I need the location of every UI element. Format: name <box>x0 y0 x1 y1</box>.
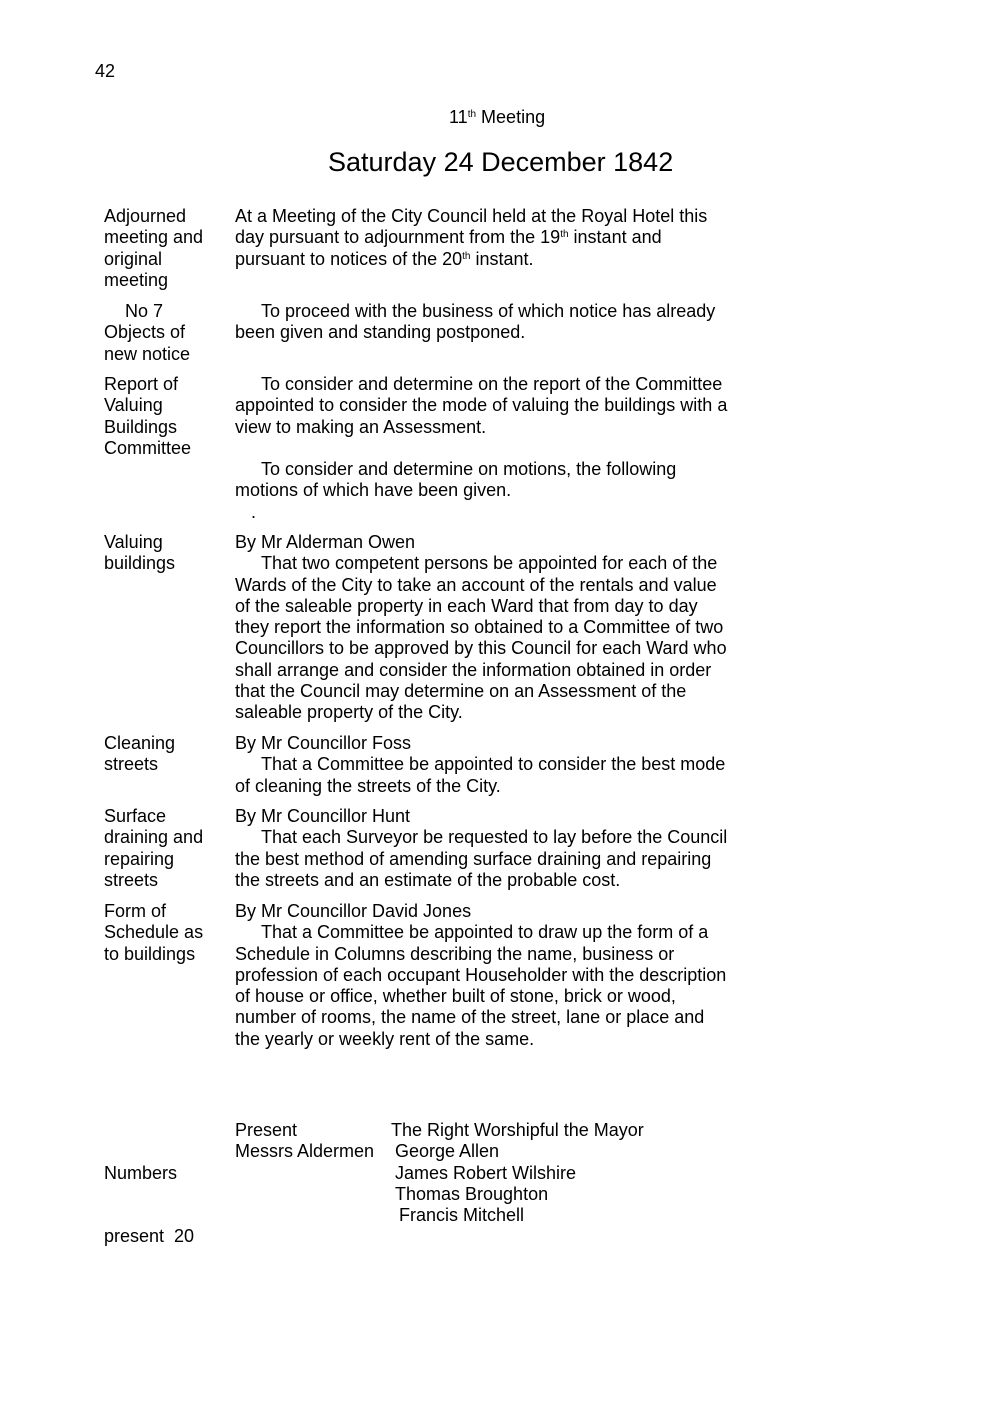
margin-note-form <box>104 901 203 965</box>
margin-line: streets <box>104 869 159 890</box>
meeting-word: Meeting <box>481 107 546 127</box>
margin-note-surface <box>104 806 203 891</box>
motion-line <box>235 922 726 943</box>
ordinal-suffix: th <box>462 250 471 262</box>
motion-line: the best method of amending surface draining and repairing <box>235 848 712 869</box>
item-line: appointed to consider the mode of valuing the buildings with a <box>235 395 728 416</box>
item-text: To proceed with the business of which notice has already <box>261 301 716 321</box>
present-name: The Right Worshipful the Mayor <box>391 1120 644 1140</box>
item-line <box>235 374 727 395</box>
intro-text: pursuant to notices of the 20 <box>235 248 463 269</box>
intro-text: instant. <box>470 248 534 269</box>
motion-line: of the saleable property in each Ward that from day to day <box>235 595 698 616</box>
margin-line: repairing <box>104 848 175 869</box>
motion-line: of cleaning the streets of the City. <box>235 775 501 796</box>
motion-mover: By Mr Councillor Foss <box>235 733 412 753</box>
motion-text: That a Committee be appointed to draw up the form of a <box>261 922 709 943</box>
motion-line: Wards of the City to take an account of the rentals and value <box>235 574 717 595</box>
motion-line: the yearly or weekly rent of the same. <box>235 1028 535 1049</box>
margin-line: Numbers <box>104 1162 178 1183</box>
margin-line: present 20 <box>104 1226 195 1247</box>
margin-line: draining and <box>104 827 204 848</box>
motion-line: profession of each occupant Householder with the description <box>235 964 727 985</box>
margin-line: to buildings <box>104 943 196 964</box>
motion-line: shall arrange and consider the information obtained in order <box>235 659 712 680</box>
aldermen-label: Messrs Aldermen <box>235 1141 375 1162</box>
item-line <box>235 459 676 480</box>
item-motions <box>235 459 676 523</box>
motion-line: they report the information so obtained to a Committee of two <box>235 617 724 638</box>
date-title: Saturday 24 December 1842 <box>328 147 674 177</box>
motion-owen <box>235 532 727 724</box>
intro-line <box>235 249 707 270</box>
motion-line <box>235 754 725 775</box>
motion-text: That each Surveyor be requested to lay before the Council <box>261 827 728 848</box>
margin-line: meeting and <box>104 227 204 248</box>
motion-jones <box>235 901 726 1050</box>
motion-mover: By Mr Alderman Owen <box>235 532 416 552</box>
intro-line <box>235 227 707 248</box>
motion-line: Schedule in Columns describing the name, business or <box>235 943 675 964</box>
margin-line: Adjourned <box>104 206 187 226</box>
ordinal-suffix: th <box>560 229 569 241</box>
margin-line: Cleaning <box>104 733 176 753</box>
motion-line: that the Council may determine on an Assessment of the <box>235 681 687 702</box>
motion-line: Councillors to be approved by this Council for each Ward who <box>235 638 727 659</box>
intro-text: instant and <box>568 227 662 248</box>
present-name: James Robert Wilshire <box>395 1162 577 1183</box>
present-labels <box>235 1120 374 1163</box>
margin-line: Buildings <box>104 416 178 437</box>
margin-line: No 7 <box>125 301 164 321</box>
margin-line: Committee <box>104 437 192 458</box>
present-names <box>391 1120 644 1226</box>
margin-note-numbers <box>104 1120 194 1269</box>
margin-note-adjourned <box>104 206 203 291</box>
item-line: motions of which have been given. <box>235 480 512 501</box>
item-proceed <box>235 301 715 344</box>
intro-text: day pursuant to adjournment from the 19 <box>235 227 561 248</box>
item-line: been given and standing postponed. <box>235 322 526 343</box>
dot-text: . <box>251 501 257 522</box>
page-number: 42 <box>95 61 116 81</box>
motion-mover: By Mr Councillor David Jones <box>235 901 472 921</box>
meeting-suffix: th <box>467 109 477 120</box>
present-name: Thomas Broughton <box>395 1183 549 1204</box>
intro-paragraph <box>235 206 707 270</box>
item-dot <box>235 502 676 523</box>
present-name: George Allen <box>395 1141 500 1162</box>
margin-line: original <box>104 248 163 269</box>
motion-text: That a Committee be appointed to consider the best mode <box>261 754 726 775</box>
motion-mover: By Mr Councillor Hunt <box>235 806 411 826</box>
margin-line: Surface <box>104 806 167 826</box>
margin-line: Objects of <box>104 322 186 343</box>
margin-line: Schedule as <box>104 922 204 943</box>
motion-line: number of rooms, the name of the street, lane or place and <box>235 1007 705 1028</box>
motion-line: the streets and an estimate of the probable cost. <box>235 869 621 890</box>
present-name: Francis Mitchell <box>399 1205 525 1226</box>
motion-line: saleable property of the City. <box>235 702 463 723</box>
motion-line <box>235 827 727 848</box>
margin-line: buildings <box>104 553 176 574</box>
motion-hunt <box>235 806 727 891</box>
item-text: To consider and determine on the report of the Committee <box>261 374 723 394</box>
margin-note-valuing <box>104 532 175 575</box>
motion-foss <box>235 733 725 797</box>
margin-line: Valuing <box>104 532 163 552</box>
motion-line: of house or office, whether built of stone, brick or wood, <box>235 986 676 1007</box>
margin-line: Form of <box>104 901 167 921</box>
present-label: Present <box>235 1120 298 1140</box>
margin-line: Report of <box>104 374 179 394</box>
item-report <box>235 374 727 438</box>
item-line: view to making an Assessment. <box>235 416 487 437</box>
margin-line: streets <box>104 754 159 775</box>
intro-line: At a Meeting of the City Council held at the Royal Hotel this <box>235 206 708 226</box>
margin-note-cleaning <box>104 733 175 776</box>
margin-line: meeting <box>104 269 169 290</box>
meeting-number: 11 <box>449 107 468 127</box>
meeting-label <box>449 107 545 128</box>
item-line <box>235 301 715 322</box>
motion-line <box>235 553 727 574</box>
motion-text: That two competent persons be appointed for each of the <box>261 553 718 574</box>
margin-note-report <box>104 374 191 459</box>
margin-line: Valuing <box>104 395 163 416</box>
margin-line: new notice <box>104 343 191 364</box>
margin-note-no7 <box>104 301 190 365</box>
item-text: To consider and determine on motions, the following <box>261 459 677 479</box>
